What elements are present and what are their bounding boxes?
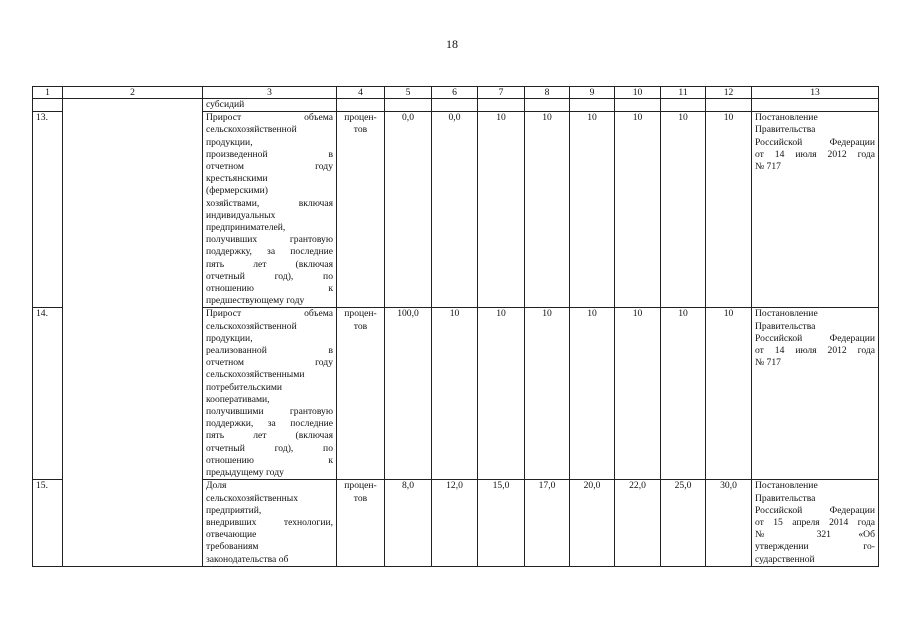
indicator-value: 30,0 [706, 480, 752, 566]
column-header: 3 [203, 87, 337, 99]
indicator-value: 10 [706, 308, 752, 480]
source-line: от 14 июля 2012 года [755, 148, 875, 160]
row-number: 14. [33, 308, 63, 480]
description-line: требованиям [206, 541, 259, 553]
cell [33, 99, 63, 112]
cell [337, 99, 385, 112]
indicator-value: 10 [525, 112, 570, 308]
indicator-value: 10 [706, 112, 752, 308]
cell [752, 99, 879, 112]
indicator-value: 10 [615, 112, 661, 308]
source-line: Российской Федерации [755, 332, 875, 344]
indicator-value: 10 [570, 308, 615, 480]
description-line: поддержки, за последние [206, 418, 333, 430]
description-line: предшествующему году [206, 295, 305, 307]
description-line: отчетном году [206, 161, 333, 173]
row-number: 13. [33, 112, 63, 308]
cell [706, 99, 752, 112]
column-header: 13 [752, 87, 879, 99]
indicator-value: 10 [478, 112, 525, 308]
column-header: 1 [33, 87, 63, 99]
description-line: сельскохозяйственных [206, 492, 299, 504]
source-line: Постановление [755, 480, 818, 492]
description-line: Прирост объема [206, 308, 333, 320]
source-line: № 717 [755, 161, 781, 173]
indicator-value: 20,0 [570, 480, 615, 566]
unit-of-measure: процен- тов [337, 308, 385, 480]
description-line: пять лет (включая [206, 430, 333, 442]
carry-over-row [33, 99, 879, 112]
indicator-description [203, 308, 337, 480]
cell [525, 99, 570, 112]
description-line: (фермерскими) [206, 185, 268, 197]
column-header: 9 [570, 87, 615, 99]
description-line: получивших грантовую [206, 234, 333, 246]
indicator-value: 8,0 [385, 480, 432, 566]
indicator-value: 15,0 [478, 480, 525, 566]
description-line: отношению к [206, 283, 333, 295]
legal-source [752, 112, 879, 308]
indicators-table [32, 86, 879, 567]
source-line: Правительства [755, 492, 816, 504]
description-line: отчетный год), по [206, 270, 333, 282]
unit-of-measure: процен- тов [337, 480, 385, 566]
source-line: от 14 июля 2012 года [755, 345, 875, 357]
column-header: 11 [661, 87, 706, 99]
indicator-value: 17,0 [525, 480, 570, 566]
description-line: отношению к [206, 454, 333, 466]
unit-of-measure: процен- тов [337, 112, 385, 308]
description-line: сельскохозяйственной [206, 124, 297, 136]
legal-source [752, 308, 879, 480]
legal-source [752, 480, 879, 566]
column-header: 7 [478, 87, 525, 99]
description-line: отчетный год), по [206, 442, 333, 454]
description-line: внедривших технологии, [206, 517, 333, 529]
indicator-value: 0,0 [432, 112, 478, 308]
cell [432, 99, 478, 112]
indicator-value: 0,0 [385, 112, 432, 308]
column-header: 2 [63, 87, 203, 99]
column-header: 8 [525, 87, 570, 99]
carry-over-text: субсидий [203, 99, 337, 112]
indicator-description [203, 480, 337, 566]
description-line: реализованной в [206, 345, 333, 357]
description-line: поддержку, за последние [206, 246, 333, 258]
column-header: 12 [706, 87, 752, 99]
description-line: потребительскими [206, 381, 283, 393]
indicator-value: 10 [570, 112, 615, 308]
column-number-row [33, 87, 879, 99]
merged-column-2-cell [63, 99, 203, 567]
indicator-value: 10 [615, 308, 661, 480]
indicator-value: 25,0 [661, 480, 706, 566]
description-line: предыдущему году [206, 467, 284, 479]
indicator-value: 10 [525, 308, 570, 480]
source-line: Правительства [755, 124, 816, 136]
description-line: предпринимателей, [206, 222, 286, 234]
cell [661, 99, 706, 112]
description-line: законодательства об [206, 553, 289, 565]
indicator-description [203, 112, 337, 308]
description-line: предприятий, [206, 504, 262, 516]
source-line: от 15 апреля 2014 года [755, 517, 875, 529]
source-line: Постановление [755, 308, 818, 320]
description-line: отвечающие [206, 529, 257, 541]
source-line: Правительства [755, 320, 816, 332]
indicator-value: 12,0 [432, 480, 478, 566]
description-line: отчетном году [206, 357, 333, 369]
cell [615, 99, 661, 112]
source-line: Российской Федерации [755, 504, 875, 516]
indicator-value: 10 [661, 308, 706, 480]
description-line: продукции, [206, 332, 253, 344]
source-line: № 321 «Об [755, 529, 875, 541]
description-line: крестьянскими [206, 173, 268, 185]
column-header: 6 [432, 87, 478, 99]
cell [478, 99, 525, 112]
source-line: № 717 [755, 357, 781, 369]
cell [385, 99, 432, 112]
indicator-value: 10 [432, 308, 478, 480]
source-line: Российской Федерации [755, 136, 875, 148]
description-line: индивидуальных [206, 209, 276, 221]
page-number: 18 [446, 37, 458, 51]
row-number: 15. [33, 480, 63, 566]
indicator-value: 22,0 [615, 480, 661, 566]
indicator-value: 100,0 [385, 308, 432, 480]
description-line: Прирост объема [206, 112, 333, 124]
cell [570, 99, 615, 112]
indicator-value: 10 [478, 308, 525, 480]
source-line: утверждении го- [755, 541, 875, 553]
source-line: сударственной [755, 553, 815, 565]
description-line: сельскохозяйственной [206, 320, 297, 332]
description-line: получившими грантовую [206, 406, 333, 418]
column-header: 4 [337, 87, 385, 99]
description-line: кооперативами, [206, 393, 270, 405]
description-line: продукции, [206, 136, 253, 148]
source-line: Постановление [755, 112, 818, 124]
description-line: произведенной в [206, 148, 333, 160]
column-header: 5 [385, 87, 432, 99]
description-line: хозяйствами, включая [206, 197, 333, 209]
indicator-value: 10 [661, 112, 706, 308]
column-header: 10 [615, 87, 661, 99]
description-line: пять лет (включая [206, 258, 333, 270]
description-line: сельскохозяйственными [206, 369, 305, 381]
description-line: Доля [206, 480, 227, 492]
